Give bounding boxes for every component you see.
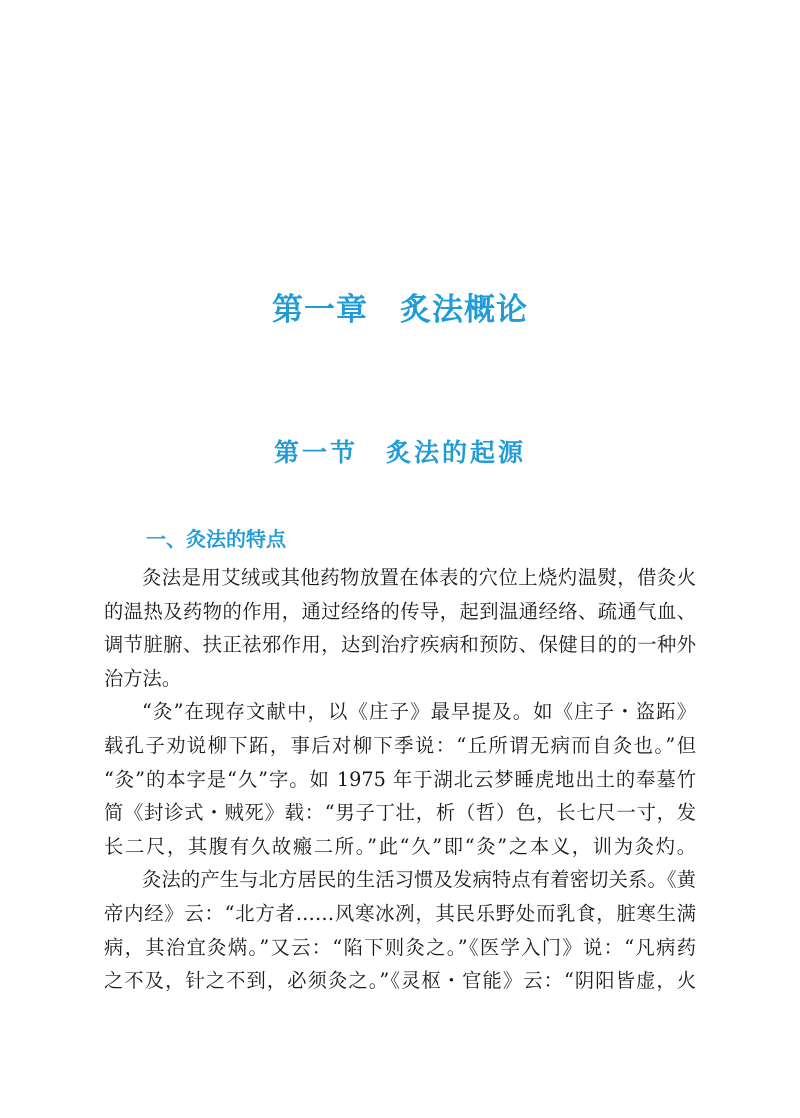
subsection-title: 一、灸法的特点 [146, 527, 286, 551]
paragraph-line: 帝内经》云：“北方者……风寒冰冽，其民乐野处而乳食，脏寒生满 [104, 901, 696, 925]
paragraph-line: 的温热及药物的作用，通过经络的传导，起到温通经络、疏通气血、 [104, 599, 696, 623]
section-title: 第一节 炙法的起源 [273, 438, 526, 467]
paragraph-line: 简《封诊式・贼死》载：“男子丁壮，析（哲）色，长七尺一寸，发 [104, 801, 696, 825]
chapter-title: 第一章 炙法概论 [272, 292, 528, 328]
paragraph-line: 载孔子劝说柳下跖，事后对柳下季说：“丘所谓无病而自灸也。”但 [104, 733, 696, 757]
paragraph-line: 治方法。 [104, 666, 182, 690]
paragraph-line: 长二尺，其腹有久故瘢二所。”此“久”即“灸”之本义，训为灸灼。 [104, 834, 696, 858]
body-text [104, 561, 696, 998]
paragraph-line: 调节脏腑、扶正祛邪作用，达到治疗疾病和预防、保健目的的一种外 [104, 633, 696, 657]
paragraph-line: 病，其治宜灸焫。”又云：“陷下则灸之。”《医学入门》说：“凡病药 [104, 935, 696, 959]
paragraph-line: “灸”在现存文献中，以《庄子》最早提及。如《庄子・盗跖》 [142, 700, 696, 724]
paragraph-line: 灸法的产生与北方居民的生活习惯及发病特点有着密切关系。《黄 [142, 868, 696, 892]
paragraph-line: 灸法是用艾绒或其他药物放置在体表的穴位上烧灼温熨，借灸火 [142, 566, 696, 589]
paragraph-line: “灸”的本字是“久”字。如 1975 年于湖北云梦睡虎地出土的奉墓竹 [104, 767, 696, 791]
paragraph-line: 之不及，针之不到，必须灸之。”《灵枢・官能》云：“阴阳皆虚，火 [104, 969, 696, 993]
